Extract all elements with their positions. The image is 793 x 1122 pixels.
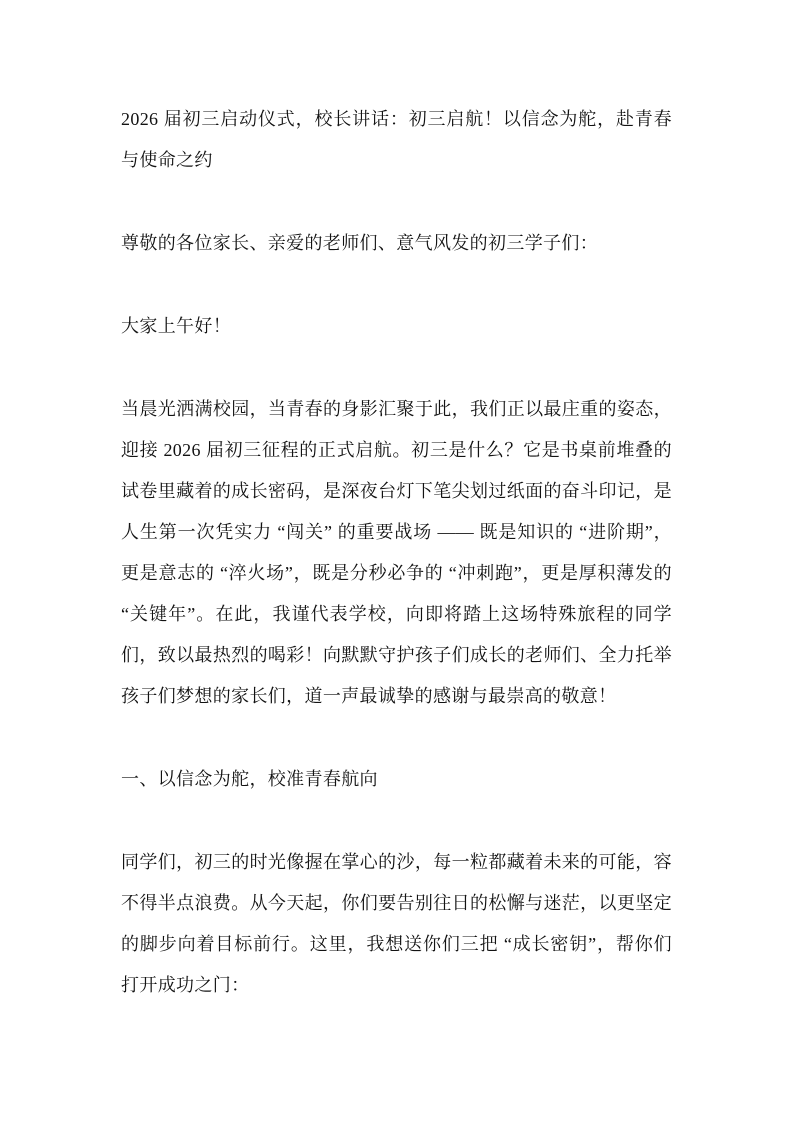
greeting-line: 大家上午好！ (121, 316, 232, 336)
body-paragraph-section-1: 同学们，初三的时光像握在掌心的沙，每一粒都藏着未来的可能，容不得半点浪费。从今天起，你们要告别往日的松懈与迷茫，以更坚定的脚步向着目标前行。这里，我想送你们三把 “成长密钥”，帮你们打开成功之门： (121, 852, 672, 995)
salutation-line: 尊敬的各位家长、亲爱的老师们、意气风发的初三学子们： (121, 233, 599, 253)
document-title: 2026 届初三启动仪式，校长讲话：初三启航！以信念为舵，赴青春与使命之约 (121, 109, 672, 170)
section-heading-1: 一、以信念为舵，校准青春航向 (121, 769, 378, 789)
body-paragraph-intro: 当晨光洒满校园，当青春的身影汇聚于此，我们正以最庄重的姿态，迎接 2026 届初三征程的正式启航。初三是什么？它是书桌前堆叠的试卷里藏着的成长密码，是深夜台灯下笔尖划过纸面的奋斗印记，是人生第一次凭实力 “闯关” 的重要战场 —— 既是知识的 “进阶期”，更是意志的 “淬火场”，既是分秒必争的 “冲刺跑”，更是厚积薄发的 “关键年”。在此，我谨代表学校，向即将踏上这场特殊旅程的同学们，致以最热烈的喝彩！向默默守护孩子们成长的老师们、全力托举孩子们梦想的家长们，道一声最诚挚的感谢与最崇高的敬意！ (121, 399, 672, 706)
